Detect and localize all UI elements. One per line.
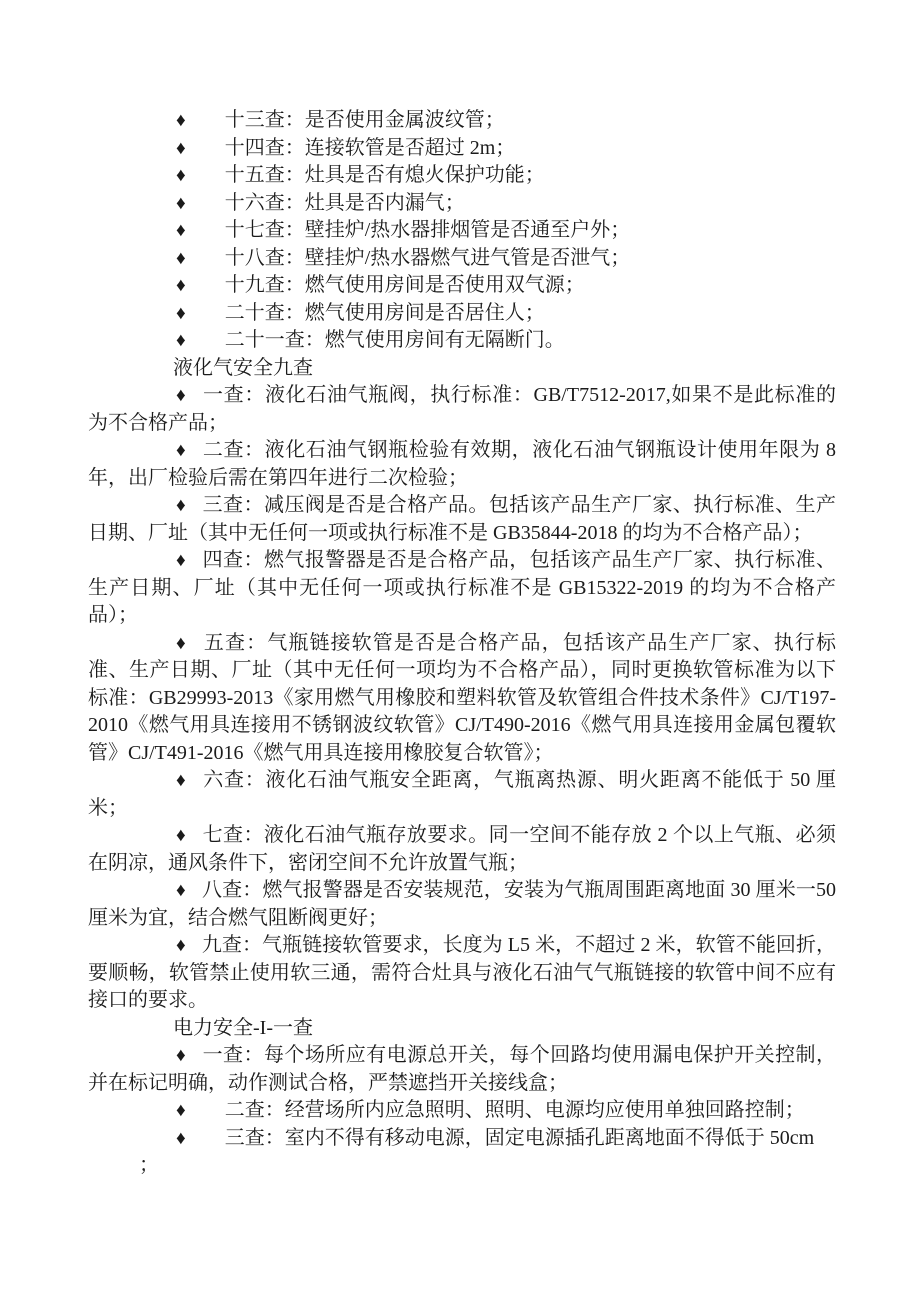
list-item [88,272,836,300]
list-item [88,190,836,218]
section-heading-lpg: 液化气安全九查 [173,356,313,379]
diamond-bullet-icon: ♦ [176,220,186,241]
diamond-bullet-icon: ♦ [176,632,187,654]
list-item [88,877,836,932]
list-item [88,767,836,822]
list-item-text: 一查：液化石油气瓶阀，执行标准：GB/T7512-2017,如果不是此标准的为不合格产品； [88,384,836,434]
list-item-text: 九查：气瓶链接软管要求，长度为 L5 米，不超过 2 米，软管不能回折，要顺畅，软管禁止使用软三通，需符合灶具与液化石油气气瓶链接的软管中间不应有接口的要求。 [88,934,836,1011]
list-item [88,547,836,630]
list-item-text: 二十查：燃气使用房间是否居住人； [224,301,545,324]
list-item [88,162,836,190]
list-item-text: 二查：经营场所内应急照明、照明、电源均应使用单独回路控制； [224,1099,805,1121]
list-item-text: 二十一查：燃气使用房间有无隔断门。 [224,329,565,351]
list-item-text: 十九查：燃气使用房间是否使用双气源； [224,274,585,296]
diamond-bullet-icon: ♦ [176,330,186,351]
list-item [88,217,836,245]
list-item-text: 四查：燃气报警器是否是合格产品，包括该产品生产厂家、执行标准、生产日期、厂址（其中无任何一项或执行标准不是 GB15322-2019 的均为不合格产品）； [88,549,837,626]
list-item [88,822,836,877]
list-item [88,382,836,437]
list-item [88,1125,836,1180]
list-item [88,1097,836,1125]
diamond-bullet-icon: ♦ [176,495,187,516]
list-item-text: 三查：室内不得有移动电源，固定电源插孔距离地面不得低于 50cm [224,1126,815,1149]
list-item-text: 十八查：壁挂炉/热水器燃气进气管是否泄气； [224,246,631,269]
diamond-bullet-icon: ♦ [176,192,186,214]
list-item [88,245,836,273]
diamond-bullet-icon: ♦ [176,302,186,324]
diamond-bullet-icon: ♦ [176,550,187,571]
diamond-bullet-icon: ♦ [176,770,187,791]
wrapped-punctuation: ； [139,1154,159,1176]
list-item [88,492,836,547]
list-item [88,437,836,492]
list-item [88,327,836,355]
diamond-bullet-icon: ♦ [176,825,187,846]
list-item-text: 二查：液化石油气钢瓶检验有效期，液化石油气钢瓶设计使用年限为 8 年，出厂检验后需在第四年进行二次检验； [88,439,836,489]
diamond-bullet-icon: ♦ [176,935,186,956]
list-item-text: 三查：减压阀是否是合格产品。包括该产品生产厂家、执行标准、生产日期、厂址（其中无任何一项或执行标准不是 GB35844-2018 的均为不合格产品）； [88,494,837,544]
list-item-text: 十七查：壁挂炉/热水器排烟管是否通至户外； [224,219,631,241]
list-item-text: 十六查：灶具是否内漏气； [224,191,465,214]
diamond-bullet-icon: ♦ [176,880,186,901]
list-item-text: 六查：液化石油气瓶安全距离，气瓶离热源、明火距离不能低于 50 厘米； [88,769,837,819]
section-heading-electric: 电力安全-I-一查 [173,1016,313,1039]
diamond-bullet-icon: ♦ [176,110,186,131]
list-item [88,300,836,328]
diamond-bullet-icon: ♦ [176,137,186,159]
diamond-bullet-icon: ♦ [176,1045,187,1066]
list-item-text: 十三查：是否使用金属波纹管； [224,109,505,131]
list-item-text: 八查：燃气报警器是否安装规范，安装为气瓶周围距离地面 30 厘米一50 厘米为宜，结合燃气阻断阀更好； [88,879,836,929]
list-item [88,630,836,768]
list-item-text: 十五查：灶具是否有熄火保护功能； [224,164,545,186]
list-item [88,135,836,163]
diamond-bullet-icon: ♦ [176,385,187,406]
diamond-bullet-icon: ♦ [176,275,186,296]
diamond-bullet-icon: ♦ [176,1100,186,1121]
list-item-text: 十四查：连接软管是否超过 2m； [224,136,516,159]
list-item-text: 五查：气瓶链接软管是否是合格产品，包括该产品生产厂家、执行标准、生产日期、厂址（其中无任何一项均为不合格产品），同时更换软管标准为以下标准：GB29993-2013《家用燃气用橡胶和塑料软管及软管组合件技术条件》CJ/T197-2010《燃气用具连接用不锈钢波纹软管》CJ/T490-2016《燃气用具连接用金属包覆软管》CJ/T491-2016《燃气用具连接用橡胶复合软管》； [88,631,837,764]
diamond-bullet-icon: ♦ [176,1127,186,1149]
list-item-text: 七查：液化石油气瓶存放要求。同一空间不能存放 2 个以上气瓶、必须在阴凉，通风条件下，密闭空间不允许放置气瓶； [88,824,837,874]
list-item [88,932,836,1015]
list-item [88,107,836,135]
list-item [88,1042,836,1097]
diamond-bullet-icon: ♦ [176,440,187,461]
diamond-bullet-icon: ♦ [176,165,186,186]
diamond-bullet-icon: ♦ [176,247,186,269]
list-item-text: 一查：每个场所应有电源总开关，每个回路均使用漏电保护开关控制，并在标记明确，动作测试合格，严禁遮挡开关接线盒； [88,1044,837,1094]
